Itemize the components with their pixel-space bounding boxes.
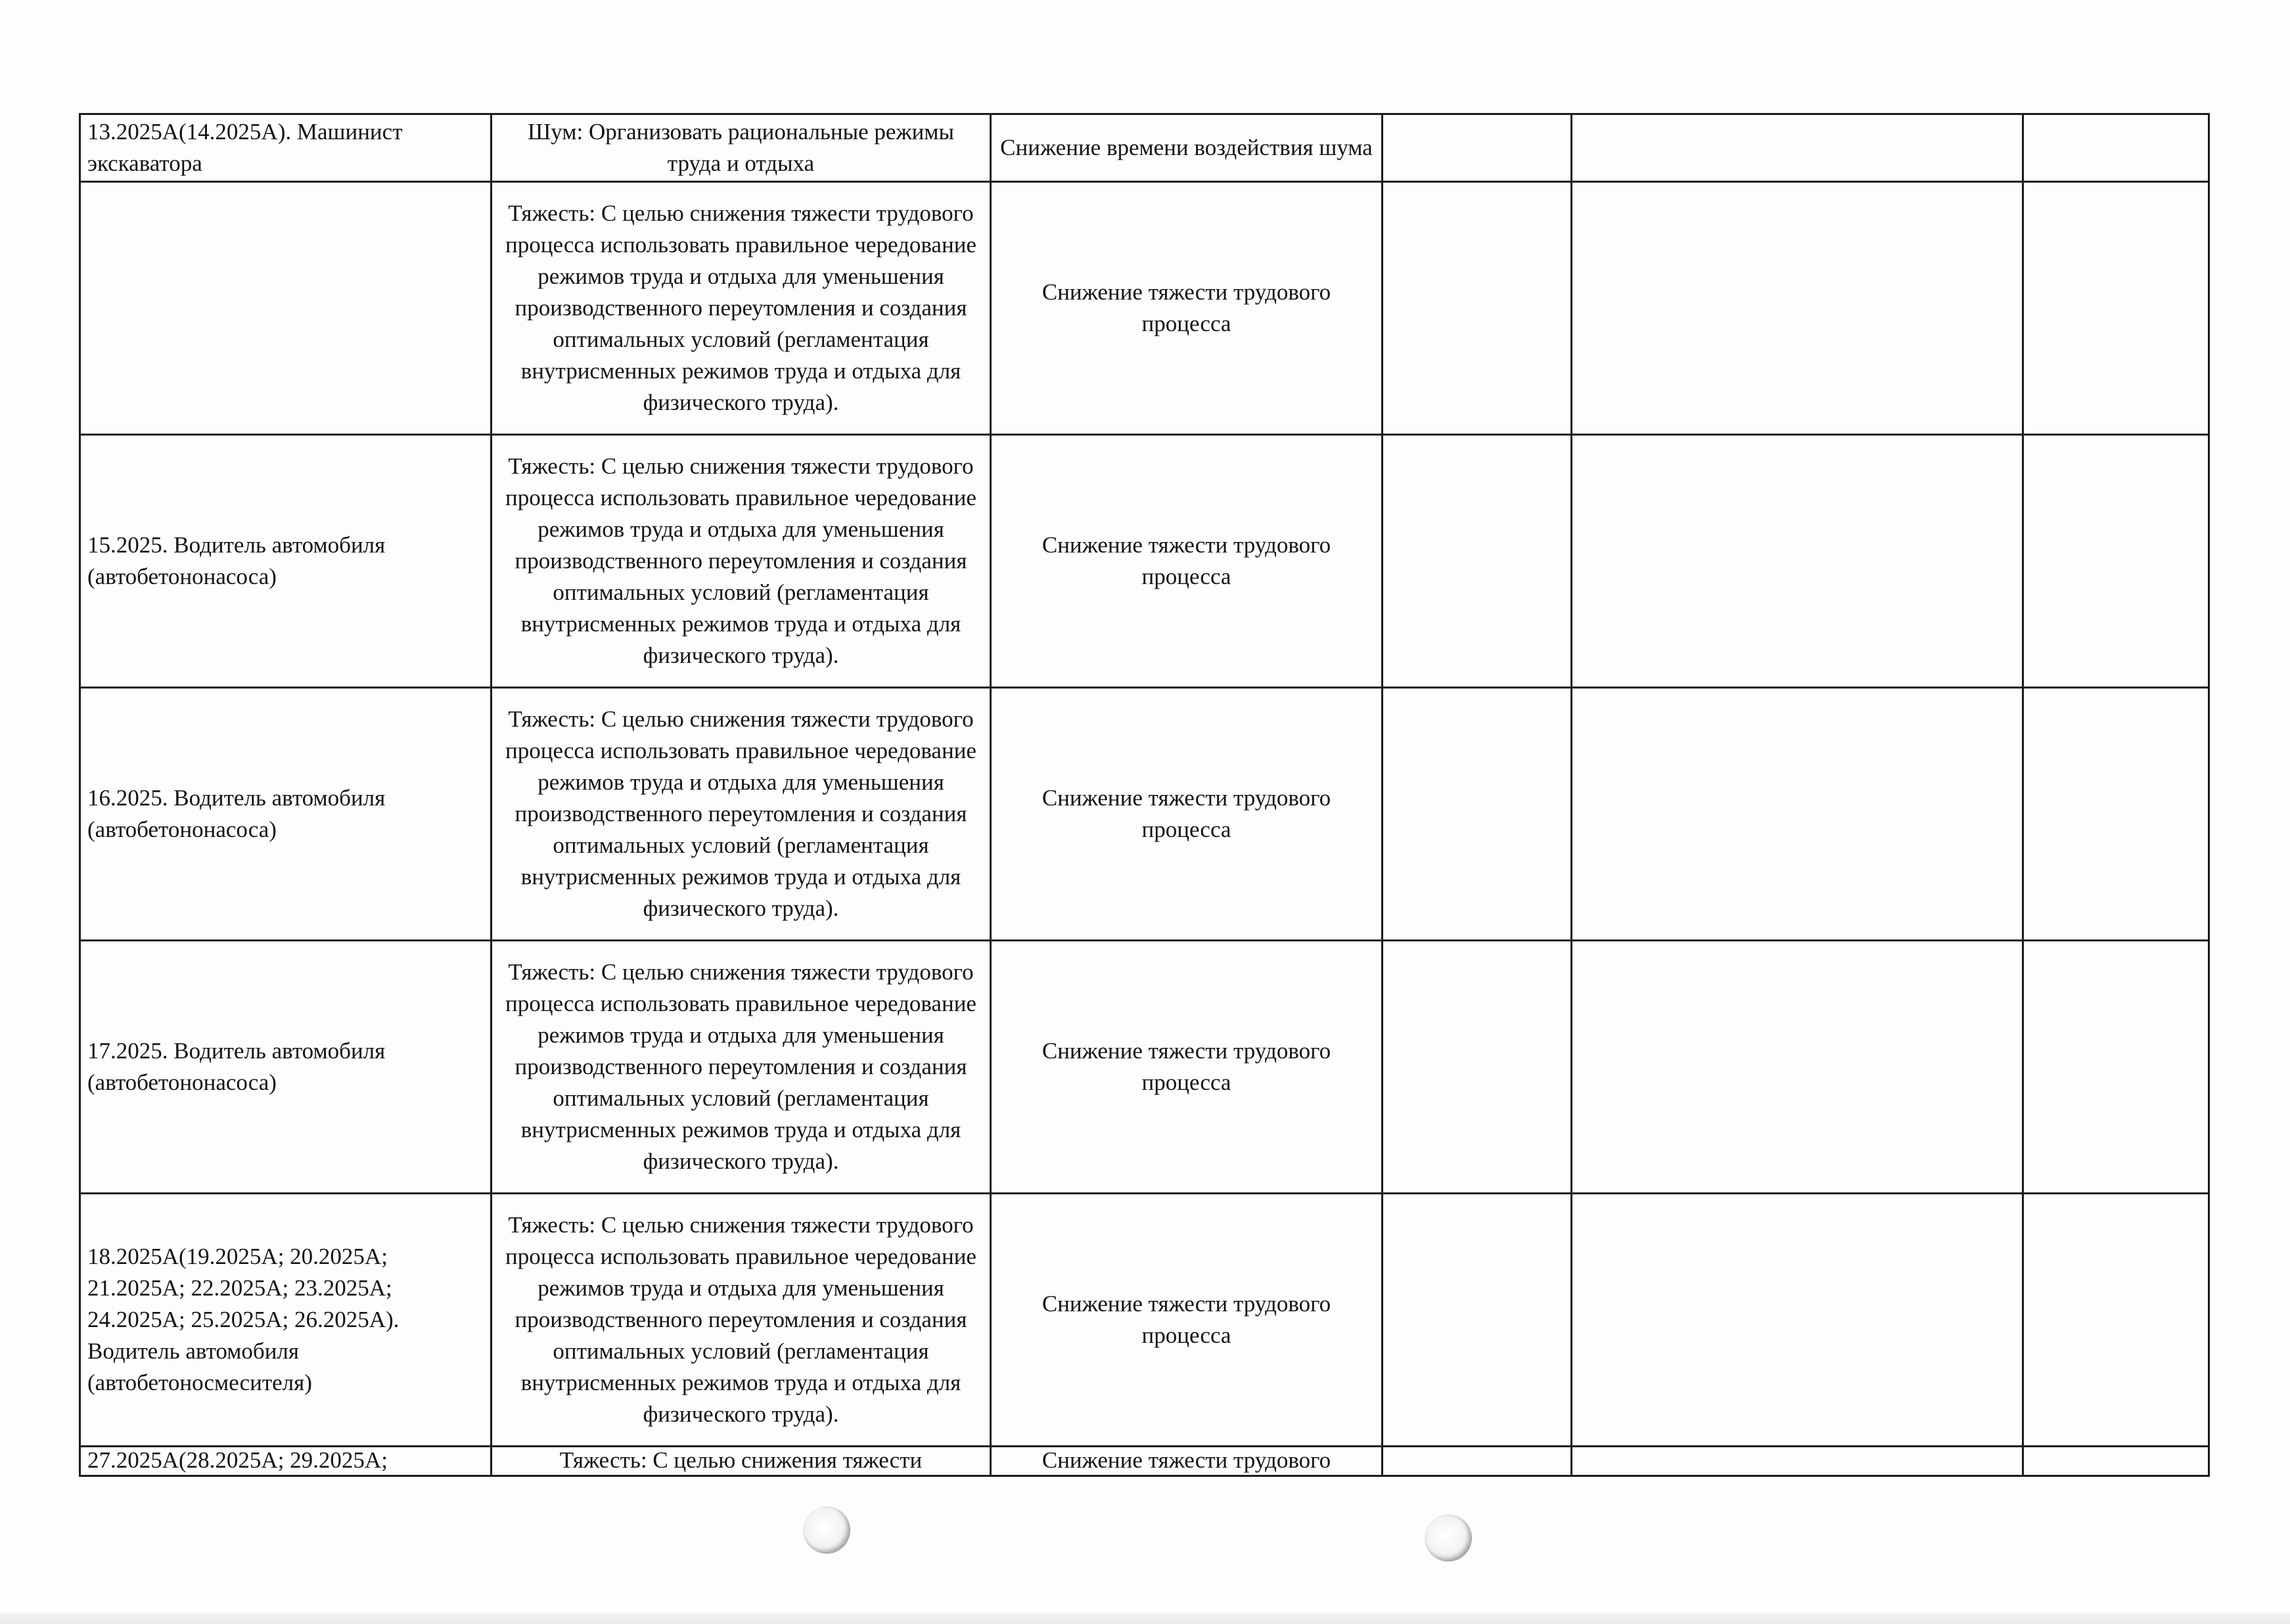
empty-cell — [2023, 688, 2209, 941]
table-row — [80, 941, 2209, 1194]
empty-cell — [2023, 435, 2209, 688]
goal-cell: Снижение тяжести трудового процесса — [991, 688, 1383, 941]
empty-cell — [1383, 941, 1572, 1194]
empty-cell — [1383, 182, 1572, 435]
goal-cell: Снижение тяжести трудового процесса — [991, 941, 1383, 1194]
empty-cell — [1572, 1447, 2023, 1476]
empty-cell — [1572, 114, 2023, 182]
empty-cell — [2023, 182, 2209, 435]
position-cell: 15.2025. Водитель автомобиля (автобетононасоса) — [80, 435, 492, 688]
binder-hole-icon — [1425, 1514, 1472, 1562]
measure-cell: Тяжесть: С целью снижения тяжести трудового процесса использовать правильное чередование режимов труда и отдыха для уменьшения производственного переутомления и создания оптимальных условий (регламентация внутрисменных режимов труда и отдыха для физического труда). — [492, 182, 991, 435]
empty-cell — [1383, 688, 1572, 941]
position-cell: 17.2025. Водитель автомобиля (автобетононасоса) — [80, 941, 492, 1194]
position-cell — [80, 182, 492, 435]
empty-cell — [2023, 941, 2209, 1194]
table-row — [80, 435, 2209, 688]
empty-cell — [1383, 114, 1572, 182]
empty-cell — [2023, 114, 2209, 182]
empty-cell — [1572, 1194, 2023, 1447]
empty-cell — [1572, 435, 2023, 688]
measure-cell: Тяжесть: С целью снижения тяжести трудового процесса использовать правильное чередование режимов труда и отдыха для уменьшения производственного переутомления и создания оптимальных условий (регламентация внутрисменных режимов труда и отдыха для физического труда). — [492, 1194, 991, 1447]
table-row — [80, 688, 2209, 941]
measure-cell: Тяжесть: С целью снижения тяжести — [492, 1447, 991, 1476]
empty-cell — [2023, 1194, 2209, 1447]
measure-cell: Тяжесть: С целью снижения тяжести трудового процесса использовать правильное чередование режимов труда и отдыха для уменьшения производственного переутомления и создания оптимальных условий (регламентация внутрисменных режимов труда и отдыха для физического труда). — [492, 435, 991, 688]
empty-cell — [1383, 1447, 1572, 1476]
goal-cell: Снижение тяжести трудового процесса — [991, 1194, 1383, 1447]
measure-cell: Тяжесть: С целью снижения тяжести трудового процесса использовать правильное чередование режимов труда и отдыха для уменьшения производственного переутомления и создания оптимальных условий (регламентация внутрисменных режимов труда и отдыха для физического труда). — [492, 688, 991, 941]
table-row — [80, 114, 2209, 182]
measure-cell: Шум: Организовать рациональные режимы труда и отдыха — [492, 114, 991, 182]
empty-cell — [2023, 1447, 2209, 1476]
empty-cell — [1572, 688, 2023, 941]
position-cell: 27.2025А(28.2025А; 29.2025А; — [80, 1447, 492, 1476]
measures-table — [79, 113, 2210, 1477]
measure-cell: Тяжесть: С целью снижения тяжести трудового процесса использовать правильное чередование режимов труда и отдыха для уменьшения производственного переутомления и создания оптимальных условий (регламентация внутрисменных режимов труда и отдыха для физического труда). — [492, 941, 991, 1194]
goal-cell: Снижение времени воздействия шума — [991, 114, 1383, 182]
empty-cell — [1572, 941, 2023, 1194]
position-cell: 13.2025А(14.2025А). Машинист экскаватора — [80, 114, 492, 182]
scan-edge — [0, 1613, 2290, 1624]
empty-cell — [1572, 182, 2023, 435]
goal-cell: Снижение тяжести трудового процесса — [991, 182, 1383, 435]
goal-cell: Снижение тяжести трудового процесса — [991, 435, 1383, 688]
empty-cell — [1383, 435, 1572, 688]
goal-cell: Снижение тяжести трудового — [991, 1447, 1383, 1476]
binder-hole-icon — [803, 1506, 850, 1554]
position-cell: 18.2025А(19.2025А; 20.2025А; 21.2025А; 22.2025А; 23.2025А; 24.2025А; 25.2025А; 26.2025А). Водитель автомобиля (автобетоносмесителя) — [80, 1194, 492, 1447]
table-row — [80, 1447, 2209, 1476]
position-cell: 16.2025. Водитель автомобиля (автобетононасоса) — [80, 688, 492, 941]
table-row — [80, 182, 2209, 435]
empty-cell — [1383, 1194, 1572, 1447]
table-row — [80, 1194, 2209, 1447]
